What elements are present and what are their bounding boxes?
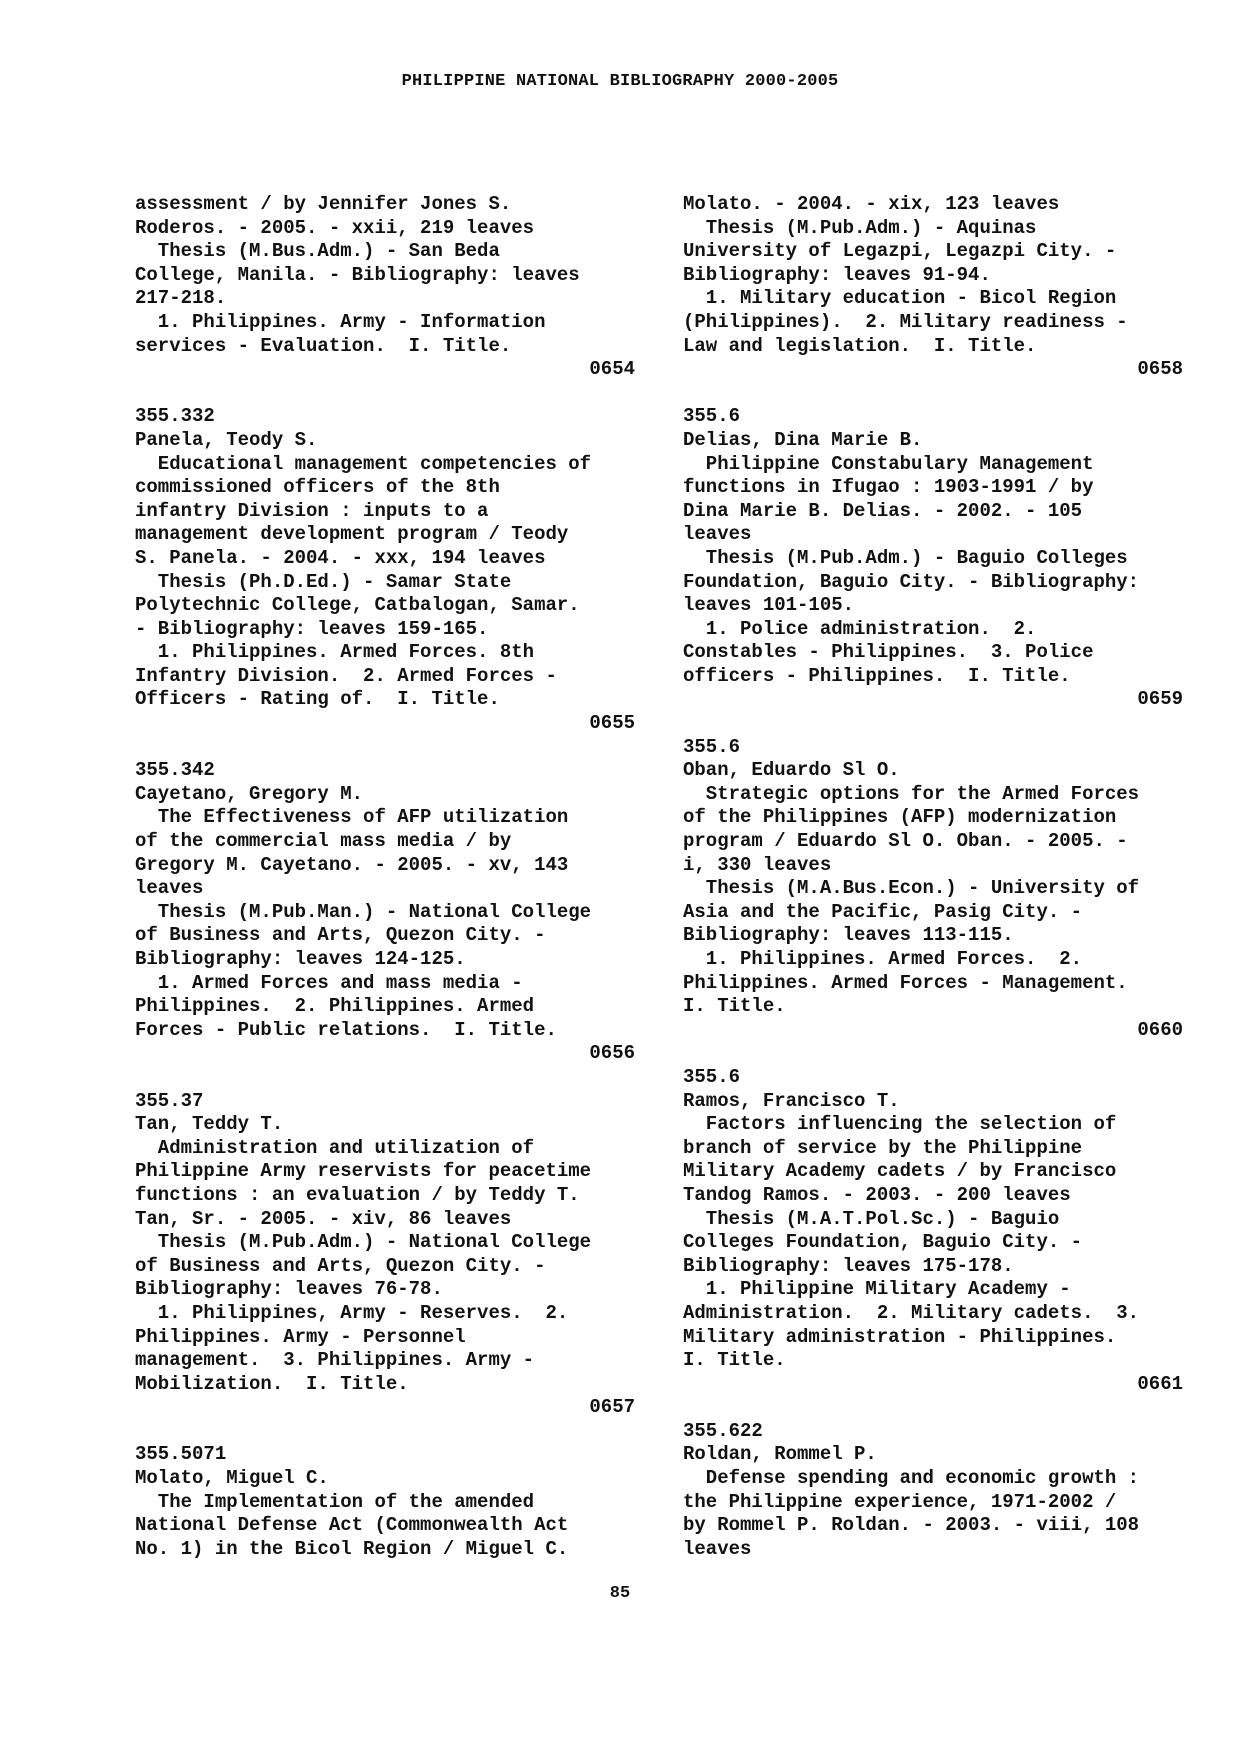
entry-text-line: I. Title. [683, 995, 786, 1018]
entry-text-line: Military Academy cadets / by Francisco [683, 1160, 1117, 1183]
entry-text-line: i, 330 leaves [683, 853, 832, 876]
entry-number: 0661 [1137, 1372, 1183, 1395]
entry-spacer [135, 1420, 635, 1444]
entry-number: 0657 [589, 1396, 635, 1419]
entry-text-line: Philippines. 2. Philippines. Armed [135, 995, 535, 1018]
entry-text-line: Thesis (M.Bus.Adm.) - San Beda [135, 240, 500, 263]
entry-text-line: by Rommel P. Roldan. - 2003. - viii, 108 [683, 1514, 1140, 1537]
entry-text-line: Thesis (Ph.D.Ed.) - Samar State [135, 570, 512, 593]
entry-spacer [683, 712, 1183, 736]
entry-text-line: management development program / Teody [135, 523, 569, 546]
entry-text-line: of Business and Arts, Quezon City. - [135, 924, 546, 947]
entry-text-line: management. 3. Philippines. Army - [135, 1349, 535, 1372]
entry-number: 0656 [589, 1042, 635, 1065]
entry-text-line: Mobilization. I. Title. [135, 1372, 409, 1395]
entry-text-line: Officers - Rating of. I. Title. [135, 688, 500, 711]
entry-text-line: Philippine Army reservists for peacetime [135, 1160, 592, 1183]
entry-text-line: 1. Philippines. Armed Forces. 8th [135, 641, 535, 664]
entry-text-line: Factors influencing the selection of [683, 1113, 1117, 1136]
entry-text-line: The Effectiveness of AFP utilization [135, 806, 569, 829]
entry-text-line: Bibliography: leaves 91-94. [683, 263, 991, 286]
entry-number: 0654 [589, 358, 635, 381]
entry-text-line: 1. Military education - Bicol Region [683, 287, 1117, 310]
entry-text-line: leaves 101-105. [683, 594, 855, 617]
entry-text-line: Philippines. Armed Forces - Management. [683, 971, 1128, 994]
entry-text-line: 217-218. [135, 287, 227, 310]
entry-number: 0658 [1137, 358, 1183, 381]
entry-text-line: 1. Philippines. Army - Information [135, 310, 546, 333]
entry-text-line: Cayetano, Gregory M. [135, 782, 364, 805]
entry-text-line: infantry Division : inputs to a [135, 499, 489, 522]
entry-text-line: (Philippines). 2. Military readiness - [683, 310, 1128, 333]
entry-text-line: Polytechnic College, Catbalogan, Samar. [135, 594, 580, 617]
entry-text-line: 1. Philippines, Army - Reserves. 2. [135, 1301, 569, 1324]
entry-text-line: Bibliography: leaves 124-125. [135, 948, 466, 970]
call-number: 355.5071 [135, 1443, 227, 1466]
entry-text-line: Molato, Miguel C. [135, 1467, 329, 1490]
entry-text-line: Infantry Division. 2. Armed Forces - [135, 664, 557, 687]
entry-text-line: assessment / by Jennifer Jones S. [135, 193, 512, 215]
entry-spacer [683, 382, 1183, 406]
entry-text-line: of the Philippines (AFP) modernization [683, 806, 1117, 829]
entry-text-line: leaves [683, 1537, 752, 1560]
entry-text-line: No. 1) in the Bicol Region / Miguel C. [135, 1537, 569, 1560]
entry-text-line: Law and legislation. I. Title. [683, 334, 1037, 357]
entry-text-line: Thesis (M.A.Bus.Econ.) - University of [683, 877, 1140, 900]
entry-text-line: Philippines. Army - Personnel [135, 1325, 466, 1348]
entry-text-line: Roderos. - 2005. - xxii, 219 leaves [135, 216, 535, 239]
entry-text-line: Oban, Eduardo Sl O. [683, 759, 900, 782]
entry-spacer [135, 382, 635, 406]
entry-text-line: 1. Philippines. Armed Forces. 2. [683, 948, 1083, 970]
left-column [135, 193, 635, 1561]
entry-text-line: Bibliography: leaves 175-178. [683, 1254, 1014, 1277]
entry-text-line: Administration. 2. Military cadets. 3. [683, 1301, 1140, 1324]
entry-text-line: College, Manila. - Bibliography: leaves [135, 263, 580, 286]
entry-spacer [135, 1066, 635, 1090]
entry-text-line: Strategic options for the Armed Forces [683, 782, 1140, 805]
entry-text-line: Asia and the Pacific, Pasig City. - [683, 900, 1083, 923]
call-number: 355.342 [135, 759, 215, 782]
entry-text-line: Military administration - Philippines. [683, 1325, 1117, 1348]
entry-spacer [135, 736, 635, 760]
call-number: 355.6 [683, 405, 741, 428]
entry-text-line: University of Legazpi, Legazpi City. - [683, 240, 1117, 263]
entry-text-line: Thesis (M.Pub.Man.) - National College [135, 900, 592, 923]
call-number: 355.6 [683, 735, 741, 758]
entry-text-line: of the commercial mass media / by [135, 830, 512, 853]
entry-text-line: Thesis (M.Pub.Adm.) - National College [135, 1231, 592, 1254]
entry-text-line: Bibliography: leaves 76-78. [135, 1278, 443, 1301]
entry-text-line: Tan, Teddy T. [135, 1113, 284, 1136]
call-number: 355.37 [135, 1089, 204, 1112]
entry-text-line: 1. Philippine Military Academy - [683, 1278, 1071, 1301]
entry-text-line: the Philippine experience, 1971-2002 / [683, 1490, 1117, 1513]
entry-text-line: Colleges Foundation, Baguio City. - [683, 1231, 1083, 1254]
entry-number: 0655 [589, 712, 635, 735]
entry-text-line: Administration and utilization of [135, 1136, 535, 1159]
entry-text-line: Philippine Constabulary Management [683, 452, 1094, 475]
entry-text-line: 1. Armed Forces and mass media - [135, 971, 523, 994]
entry-text-line: - Bibliography: leaves 159-165. [135, 617, 489, 640]
entry-text-line: services - Evaluation. I. Title. [135, 334, 512, 357]
entry-text-line: Thesis (M.Pub.Adm.) - Baguio Colleges [683, 546, 1128, 569]
entry-text-line: Gregory M. Cayetano. - 2005. - xv, 143 [135, 853, 569, 876]
entry-text-line: of Business and Arts, Quezon City. - [135, 1254, 546, 1277]
entry-text-line: National Defense Act (Commonwealth Act [135, 1514, 569, 1537]
entry-text-line: I. Title. [683, 1349, 786, 1372]
entry-text-line: Tan, Sr. - 2005. - xiv, 86 leaves [135, 1207, 512, 1230]
entry-number: 0660 [1137, 1018, 1183, 1041]
entry-text-line: Ramos, Francisco T. [683, 1089, 900, 1112]
entry-text-line: The Implementation of the amended [135, 1490, 535, 1513]
entry-text-line: Defense spending and economic growth : [683, 1467, 1140, 1490]
entry-text-line: Thesis (M.A.T.Pol.Sc.) - Baguio [683, 1207, 1060, 1230]
entry-text-line: Foundation, Baguio City. - Bibliography: [683, 570, 1140, 593]
entry-text-line: leaves [683, 523, 752, 546]
entry-number: 0659 [1137, 688, 1183, 711]
entry-spacer [683, 1042, 1183, 1066]
entry-text-line: S. Panela. - 2004. - xxx, 194 leaves [135, 546, 546, 569]
running-header: PHILIPPINE NATIONAL BIBLIOGRAPHY 2000-2005 [401, 72, 839, 91]
entry-text-line: Forces - Public relations. I. Title. [135, 1018, 557, 1041]
call-number: 355.6 [683, 1065, 741, 1088]
entry-text-line: commissioned officers of the 8th [135, 476, 500, 499]
entry-text-line: leaves [135, 877, 204, 900]
entry-spacer [683, 1396, 1183, 1420]
entry-text-line: Educational management competencies of [135, 452, 592, 475]
entry-text-line: Delias, Dina Marie B. [683, 428, 923, 451]
page-number: 85 [609, 1584, 631, 1603]
entry-text-line: program / Eduardo Sl O. Oban. - 2005. - [683, 830, 1128, 853]
entry-text-line: functions : an evaluation / by Teddy T. [135, 1183, 580, 1206]
entry-text-line: Constables - Philippines. 3. Police [683, 641, 1094, 664]
right-column [683, 193, 1183, 1561]
entry-text-line: Tandog Ramos. - 2003. - 200 leaves [683, 1183, 1071, 1206]
entry-text-line: branch of service by the Philippine [683, 1136, 1083, 1159]
entry-text-line: functions in Ifugao : 1903-1991 / by [683, 476, 1094, 499]
entry-text-line: Thesis (M.Pub.Adm.) - Aquinas [683, 216, 1037, 239]
entry-text-line: Panela, Teody S. [135, 428, 318, 451]
entry-text-line: Dina Marie B. Delias. - 2002. - 105 [683, 499, 1083, 522]
entry-text-line: Molato. - 2004. - xix, 123 leaves [683, 193, 1060, 215]
call-number: 355.622 [683, 1419, 763, 1442]
entry-text-line: Roldan, Rommel P. [683, 1443, 877, 1466]
entry-text-line: Bibliography: leaves 113-115. [683, 924, 1014, 947]
entry-text-line: officers - Philippines. I. Title. [683, 664, 1071, 687]
call-number: 355.332 [135, 405, 215, 428]
entry-text-line: 1. Police administration. 2. [683, 617, 1037, 640]
